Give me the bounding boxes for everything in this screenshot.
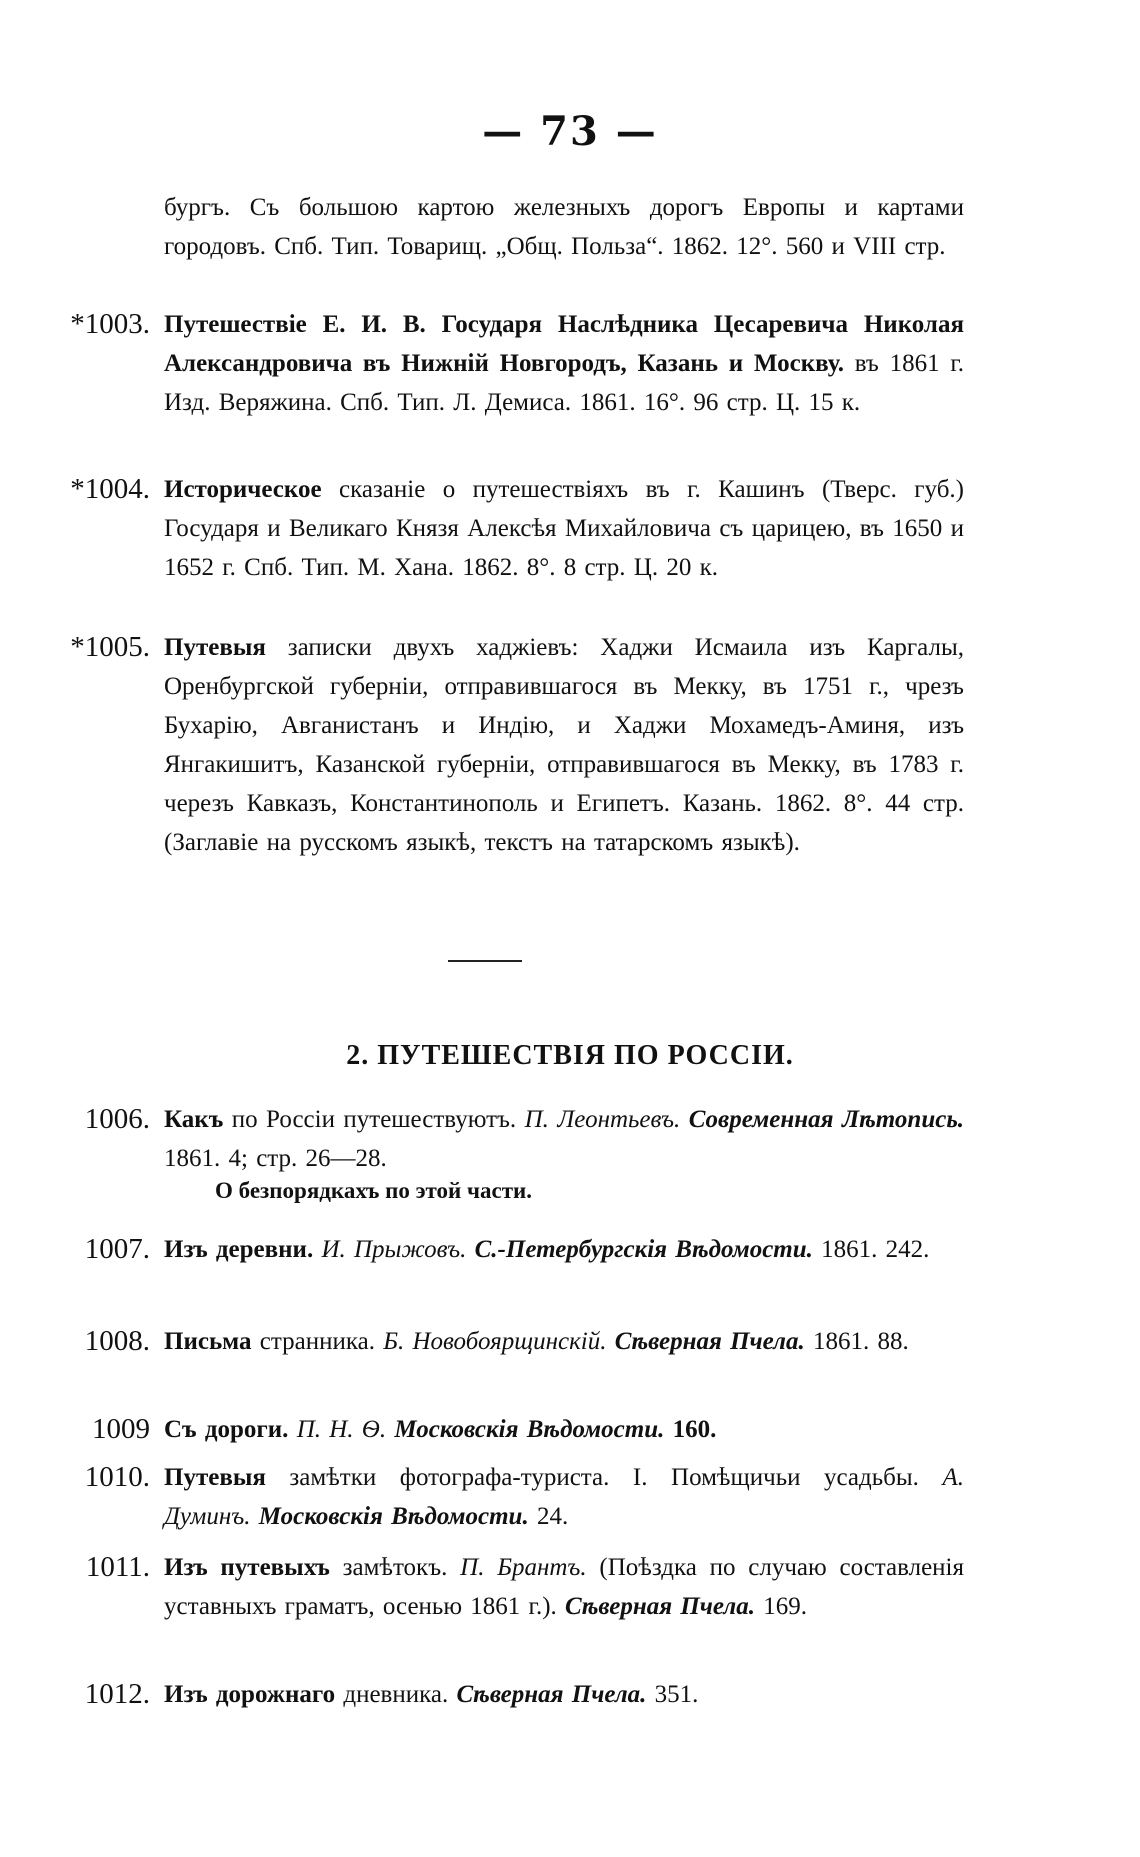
entry-title: Путешествіе Е. И. В. Государя Наслѣдника Цесаревича Николая Александровича въ Нижній Новгородъ, Казань и Москву. (164, 311, 964, 377)
entry-mid: по Россіи путешествуютъ. (231, 1106, 517, 1133)
entry-mid: странника. (259, 1328, 375, 1355)
entry-author: П. Брантъ. (460, 1554, 587, 1581)
entry-details: (Поѣздка по случаю составленія уставныхъ граматъ, осенью 1861 г.). (164, 1554, 964, 1620)
entry-title: Путевыя (164, 1464, 266, 1491)
entry-mid: дневника. (343, 1681, 449, 1708)
entry-source: Сѣверная Пчела. (456, 1681, 647, 1708)
entry-1007 (32, 1230, 1092, 1269)
entry-number: 1006. (84, 1103, 150, 1135)
entry-1009 (32, 1410, 1092, 1449)
entry-author: И. Прыжовъ. (321, 1236, 467, 1263)
section-heading: 2. ПУТЕШЕСТВІЯ ПО РОССІИ. (346, 1040, 794, 1071)
entry-source: Московскія Вѣдомости. (394, 1416, 665, 1443)
entry-details: въ 1861 г. Изд. Веряжина. Спб. Тип. Л. Демиса. 1861. 16°. 96 стр. Ц. 15 к. (164, 350, 965, 416)
entry-title: Съ дороги. (164, 1416, 289, 1443)
entry-source: Сѣверная Пчела. (565, 1593, 755, 1620)
entry-details-2: 169. (763, 1593, 807, 1620)
entry-author: П. Н. Ѳ. (296, 1416, 387, 1443)
entry-number: 1007. (84, 1233, 150, 1265)
entry-author: П. Леонтьевъ. (524, 1106, 681, 1133)
entry-source: Сѣверная Пчела. (614, 1328, 805, 1355)
entry-source: Московскія Вѣдомости. (258, 1503, 529, 1530)
entry-source: Современная Лѣтопись. (688, 1106, 964, 1133)
entry-details: 1861. 4; стр. 26—28. (164, 1145, 387, 1172)
entry-author: А. Думинъ. (164, 1464, 964, 1530)
entry-1011 (32, 1548, 1092, 1626)
entry-details: 1861. 242. (821, 1236, 930, 1263)
entry-details: 160. (672, 1416, 717, 1443)
page-number: — 73 — (482, 108, 658, 155)
entry-author: Б. Новобоярщинскій. (383, 1328, 607, 1355)
entry-continuation (32, 188, 1092, 266)
section-divider (448, 960, 522, 962)
entry-number: 1009 (92, 1413, 150, 1445)
entry-details: записки двухъ хаджіевъ: Хаджи Исмаила изъ Каргалы, Оренбургской губерніи, отправившагося въ Мекку, въ 1751 г., чрезъ Бухарію, Авганистанъ и Индію, и Хаджи Мохамедъ-Аминя, изъ Янгакишитъ, Казанской губерніи, отправившагося въ Мекку, въ 1783 г. черезъ Кавказъ, Константинополь и Египетъ. Казань. 1862. 8°. 44 стр. (Заглавіе на русскомъ языкѣ, текстъ на татарскомъ языкѣ). (164, 634, 965, 856)
entry-details: 351. (654, 1681, 699, 1708)
entry-title: Изъ дорожнаго (164, 1681, 336, 1708)
entry-text: бургъ. Съ большою картою железныхъ дорогъ Европы и картами городовъ. Спб. Тип. Товарищ. „Общ. Польза“. 1862. 12°. 560 и VIII стр. (164, 194, 964, 260)
entry-number: *1003. (70, 308, 150, 340)
entry-title: Историческое (164, 476, 322, 503)
entry-number: 1011. (85, 1551, 150, 1583)
entry-title: Изъ путевыхъ (164, 1554, 330, 1581)
entry-number: 1010. (84, 1461, 150, 1493)
entry-number: *1004. (70, 473, 150, 505)
entry-1006 (32, 1100, 1092, 1178)
entry-source: С.-Петербургскія Вѣдомости. (474, 1236, 813, 1263)
entry-1010 (32, 1458, 1092, 1536)
entry-1005 (32, 628, 1092, 862)
entry-title: Путевыя (164, 634, 266, 661)
entry-title: Изъ деревни. (164, 1236, 314, 1263)
entry-mid: замѣтокъ. (342, 1554, 448, 1581)
entry-mid: замѣтки фотографа-туриста. I. Помѣщичьи усадьбы. (289, 1464, 919, 1491)
entry-1008 (32, 1322, 1092, 1361)
entry-note: О безпорядкахъ по этой части. (215, 1178, 533, 1203)
entry-title: Письма (164, 1328, 252, 1355)
entry-details: сказаніе о путешествіяхъ въ г. Кашинъ (Тверс. губ.) Государя и Великаго Князя Алексѣя Михайловича съ царицею, въ 1650 и 1652 г. Спб. Тип. М. Хана. 1862. 8°. 8 стр. Ц. 20 к. (164, 476, 964, 581)
entry-details: 24. (536, 1503, 569, 1530)
entry-title: Какъ (164, 1106, 224, 1133)
entry-number: 1008. (84, 1325, 150, 1357)
entry-1012 (32, 1675, 1092, 1714)
entry-details: 1861. 88. (812, 1328, 909, 1355)
entry-number: *1005. (70, 631, 150, 663)
entry-1003 (32, 305, 1092, 422)
entry-1004 (32, 470, 1092, 587)
entry-number: 1012. (84, 1678, 150, 1710)
